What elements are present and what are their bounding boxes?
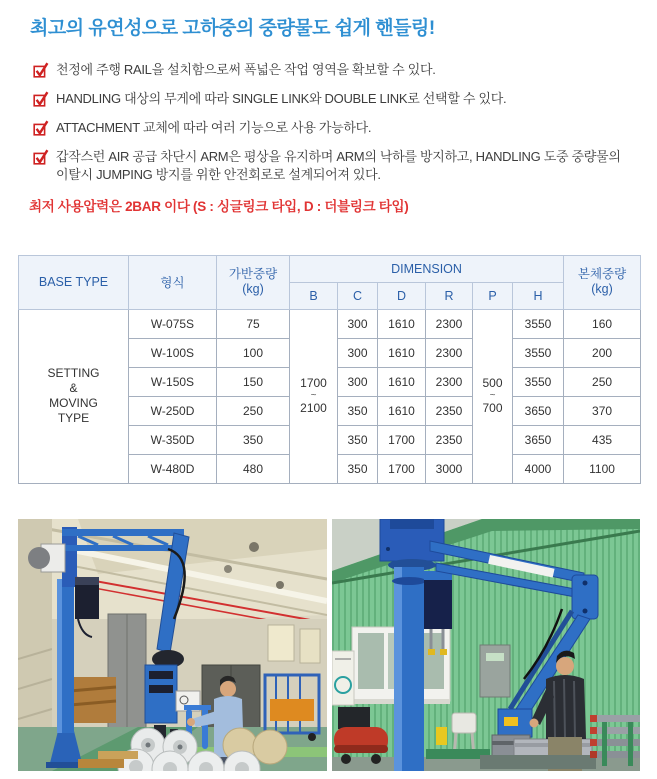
header-dim-p: P [473, 282, 513, 309]
cell-dim-r: 2300 [426, 309, 473, 338]
cell-payload: 350 [217, 425, 290, 454]
cell-dim-h: 3650 [513, 396, 564, 425]
feature-item [33, 61, 633, 79]
cell-dim-c: 350 [338, 425, 378, 454]
factory-photos [18, 519, 657, 771]
cell-dim-d: 1610 [378, 309, 426, 338]
cell-dim-h: 4000 [513, 454, 564, 483]
cell-dim-b-range: 1700 ~ 2100 [290, 309, 338, 483]
header-base-type: BASE TYPE [19, 255, 129, 309]
feature-item [33, 119, 633, 137]
cell-weight: 370 [564, 396, 641, 425]
cell-weight: 200 [564, 338, 641, 367]
header-dimension: DIMENSION [290, 255, 564, 282]
cell-payload: 480 [217, 454, 290, 483]
cell-dim-c: 350 [338, 454, 378, 483]
cell-dim-r: 2350 [426, 425, 473, 454]
cell-dim-d: 1610 [378, 338, 426, 367]
red-checkbox-icon [33, 62, 49, 78]
cell-dim-d: 1610 [378, 396, 426, 425]
cell-dim-r: 2300 [426, 338, 473, 367]
cell-weight: 1100 [564, 454, 641, 483]
cell-base-type: SETTING & MOVING TYPE [19, 309, 129, 483]
feature-list [33, 61, 633, 184]
cell-model: W-250D [129, 396, 217, 425]
cell-dim-r: 3000 [426, 454, 473, 483]
red-checkbox-icon [33, 120, 49, 136]
cell-dim-r: 2350 [426, 396, 473, 425]
header-dim-d: D [378, 282, 426, 309]
spec-table [18, 255, 641, 484]
cell-model: W-100S [129, 338, 217, 367]
cell-dim-h: 3550 [513, 338, 564, 367]
product-spec-page [0, 13, 657, 771]
cell-dim-c: 350 [338, 396, 378, 425]
page-title: 최고의 유연성으로 고하중의 중량물도 쉽게 핸들링! [30, 18, 435, 39]
wall-poster-illustration [332, 651, 354, 705]
cell-model: W-480D [129, 454, 217, 483]
feature-item [33, 90, 633, 108]
cell-dim-c: 300 [338, 367, 378, 396]
cell-dim-p-range: 500 ~ 700 [473, 309, 513, 483]
electric-panel-illustration [480, 645, 510, 697]
cell-dim-d: 1700 [378, 454, 426, 483]
cell-dim-c: 300 [338, 338, 378, 367]
cell-dim-c: 300 [338, 309, 378, 338]
red-checkbox-icon [33, 91, 49, 107]
feature-item [33, 148, 633, 184]
header-dim-c: C [338, 282, 378, 309]
header-dim-h: H [513, 282, 564, 309]
pressure-note: 최저 사용압력은 2BAR 이다 (S : 싱글링크 타입, D : 더블링크 타입) [29, 198, 409, 214]
cell-dim-h: 3550 [513, 309, 564, 338]
cell-payload: 250 [217, 396, 290, 425]
header-model: 형식 [129, 255, 217, 309]
cell-weight: 160 [564, 309, 641, 338]
red-checkbox-icon [33, 149, 49, 165]
header-body-weight: 본체중량 (kg) [564, 255, 641, 309]
cell-payload: 100 [217, 338, 290, 367]
cell-dim-r: 2300 [426, 367, 473, 396]
cell-payload: 75 [217, 309, 290, 338]
header-dim-b: B [290, 282, 338, 309]
cell-model: W-350D [129, 425, 217, 454]
cell-weight: 435 [564, 425, 641, 454]
cell-model: W-150S [129, 367, 217, 396]
cell-payload: 150 [217, 367, 290, 396]
feature-text: 천정에 주행 RAIL을 설치함으로써 폭넓은 작업 영역을 확보할 수 있다. [56, 62, 436, 77]
factory-photo-right [332, 519, 640, 771]
feature-text: HANDLING 대상의 무게에 따라 SINGLE LINK와 DOUBLE LINK로 선택할 수 있다. [56, 90, 507, 106]
cell-dim-h: 3550 [513, 367, 564, 396]
cell-dim-d: 1610 [378, 367, 426, 396]
cell-weight: 250 [564, 367, 641, 396]
table-header-row-1 [19, 255, 641, 282]
feature-text: 갑작스런 AIR 공급 차단시 ARM은 평상을 유지하며 ARM의 낙하를 방지하고, HANDLING 도중 중량물의 이탈시 JUMPING 방지를 위한 안전회로로 설계되어져 있다. [56, 148, 621, 182]
header-payload: 가반중량 (kg) [217, 255, 290, 309]
feature-text: ATTACHMENT 교체에 따라 여러 기능으로 사용 가능하다. [56, 119, 372, 135]
factory-photo-left [18, 519, 327, 771]
cell-dim-d: 1700 [378, 425, 426, 454]
table-row [19, 309, 641, 338]
cell-model: W-075S [129, 309, 217, 338]
cell-dim-h: 3650 [513, 425, 564, 454]
header-dim-r: R [426, 282, 473, 309]
